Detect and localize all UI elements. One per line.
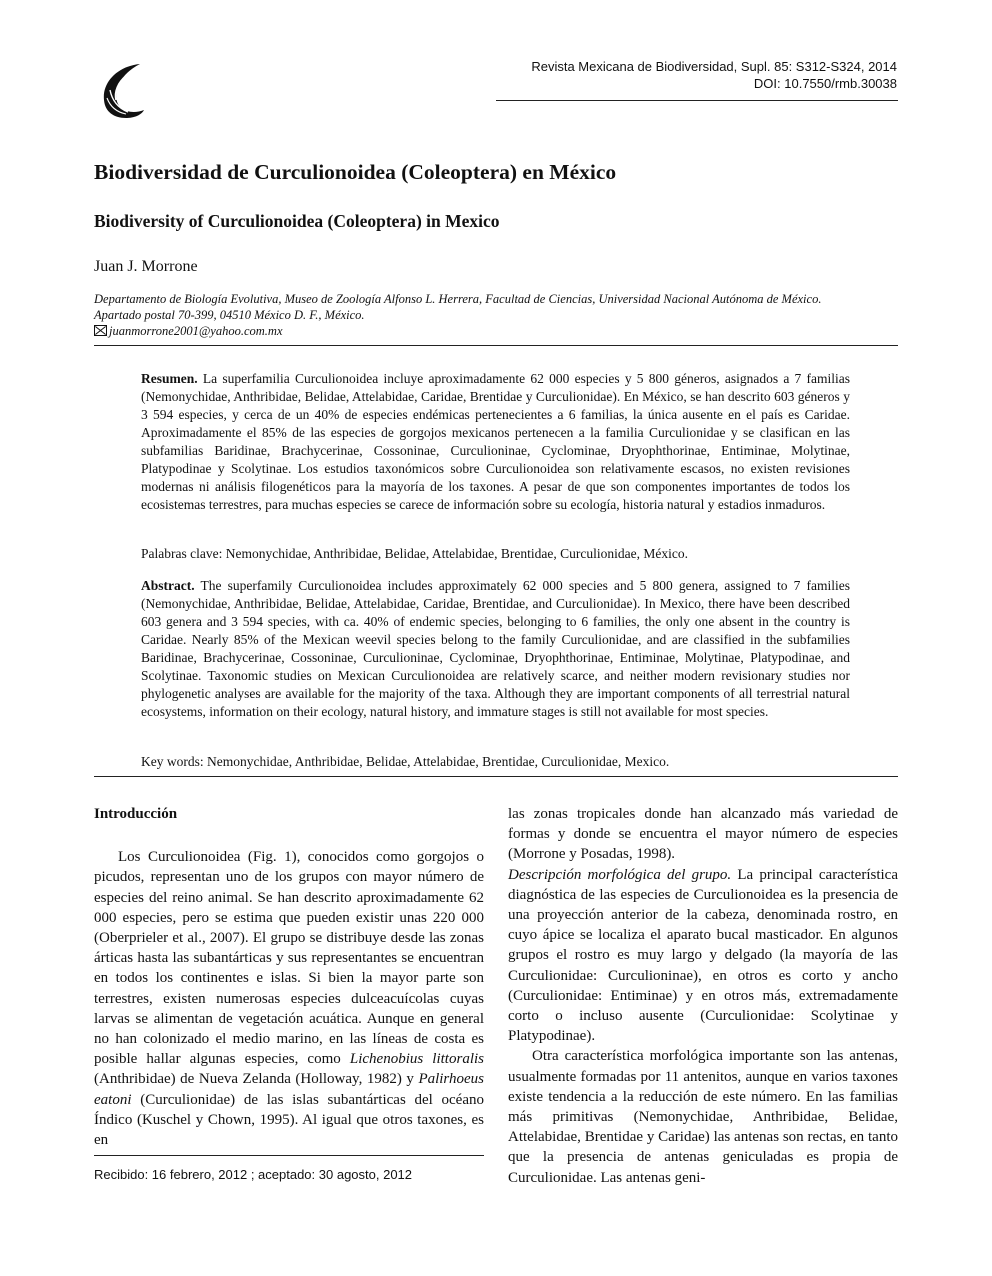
journal-citation: Revista Mexicana de Biodiversidad, Supl. 85: S312-S324, 2014	[531, 59, 897, 74]
abstract-text: The superfamily Curculionoidea includes approximately 62 000 species and 5 800 genera, assigned to 7 families (Nemonychidae, Anthribidae, Belidae, Attelabidae, Caridae, Brentidae, and Curculionidae). In Mexico, there have been described 603 genera and 3 594 species, with ca. 40% of endemic species, belonging to 6 families, the only one absent in the country is Caridae. Nearly 85% of the Mexican weevil species belong to the family Curculionidae, and are classified in the subfamilies Baridinae, Brachycerinae, Cossoninae, Curculioninae, Cyclominae, Dryophthorinae, Entiminae, Molytinae, Platypodinae, and Scolytinae. Taxonomic studies on Mexican Curculionoidea are relatively scarce, and neither modern revisionary studies nor phylogenetic analyses are available for the majority of the taxa. Although they are important components of all terrestrial natural ecosystems, information on their ecology, natural history, and immature stages is still not available for most species.	[141, 578, 850, 719]
abstract-bottom-rule	[94, 776, 898, 777]
abstract-label: Abstract.	[141, 578, 195, 593]
right-column	[508, 804, 898, 1188]
species-name-lichenobius: Lichenobius littoralis	[349, 1051, 484, 1068]
right-paragraph-1: las zonas tropicales donde han alcanzado más variedad de formas y donde se encuentra el mayor número de especies (Morrone y Posadas, 1998).	[508, 806, 898, 863]
antennae-paragraph: Otra característica morfológica importante son las antenas, usualmente formadas por 11 antenitos, aunque en varios taxones existe tendencia a la reducción de este número. En las familias más primitivas (Nemonychidae, Anthribidae, Belidae, Attelabidae, Brentidae y Caridae) las antenas son rectas, en tanto que la presencia de antenas geniculadas es propia de Curculionidae. Las antenas geni-	[508, 1048, 898, 1186]
author-name: Juan J. Morrone	[94, 258, 198, 275]
intro-paragraph-1: Los Curculionoidea (Fig. 1), conocidos como gorgojos o picudos, representan uno de los grupos con mayor número de especies del reino animal. Se han descrito aproximadamente 62 000 especies, pero se estima que pueden existir unas 220 000 (Oberprieler et al., 2007). El grupo se distribuye desde las zonas árticas hasta las subantárticas y sus representantes se encuentran en todos los continentes e islas. Si bien la mayor parte son terrestres, existen numerosas especies dulceacuícolas cuyas larvas se alimentan de vegetación acuática. Aunque en general no han colonizado el medio marino, en las líneas de costa es posible hallar algunas especies, como Lichenobius littoralis (Anthribidae) de Nueva Zelanda (Holloway, 1982) y Palirhoeus eatoni (Curculionidae) de las islas subantárticas del océano Índico (Kuschel y Chown, 1995). Al igual que otros taxones, es en	[94, 849, 484, 1149]
resumen-paragraph	[141, 370, 850, 514]
palabras-clave: Palabras clave: Nemonychidae, Anthribidae, Belidae, Attelabidae, Brentidae, Curculionidae, México.	[141, 546, 688, 561]
abstract-top-rule	[94, 345, 898, 346]
journal-doi: DOI: 10.7550/rmb.30038	[753, 76, 897, 91]
journal-header	[531, 58, 897, 92]
footnote-rule	[94, 1155, 484, 1156]
affiliation-line-1: Departamento de Biología Evolutiva, Museo de Zoología Alfonso L. Herrera, Facultad de Ciencias, Universidad Nacional Autónoma de México.	[94, 292, 822, 306]
article-title-spanish: Biodiversidad de Curculionoidea (Coleoptera) en México	[94, 160, 617, 184]
header-rule	[496, 100, 898, 101]
abstract-paragraph	[141, 577, 850, 721]
resumen-text: La superfamilia Curculionoidea incluye aproximadamente 62 000 especies y 5 800 géneros, asignados a 7 familias (Nemonychidae, Anthribidae, Belidae, Attelabidae, Caridae, Brentidae y Curculionidae). En México, se han descrito 603 géneros y 3 594 especies, y cerca de un 40% de especies endémicas pertenecientes a 6 familias, la única ausente en el país es Caridae. Aproximadamente el 85% de las especies de gorgojos mexicanos pertenecen a la familia Curculionidae y se clasifican en las subfamilias Baridinae, Brachycerinae, Cossoninae, Curculioninae, Cyclominae, Dryophthorinae, Entiminae, Molytinae, Platypodinae y Scolytinae. Los estudios taxonómicos sobre Curculionoidea son relativamente escasos, no existen revisiones modernas ni análisis filogenéticos para la mayoría de los taxones. A pesar de que son componentes importantes de todos los ecosistemas terrestres, para muchas especies se carece de información sobre su ecología, historia natural y estadios inmaduros.	[141, 371, 851, 512]
left-column	[94, 804, 484, 1150]
species-name-palirhoeus: Palirhoeus eatoni	[94, 1071, 484, 1108]
envelope-icon	[94, 325, 107, 336]
morphology-paragraph: Descripción morfológica del grupo. La principal característica diagnóstica de las especies de Curculionoidea es la presencia de una proyección anterior de la cabeza, denominada rostro, en cuyo ápice se localiza el aparato bucal masticador. En algunos grupos el rostro es muy largo y delgado (la mayoría de las Curculionidae: Curculioninae), en otros es corto y ancho (Curculionidae: Entiminae) y en otros más, extremadamente corto o incluso ausente (Curculionidae: Scolytinae y Platypodinae).	[508, 866, 898, 1045]
section-heading-introduccion: Introducción	[94, 806, 178, 822]
key-words: Key words: Nemonychidae, Anthribidae, Belidae, Attelabidae, Brentidae, Curculionidae, Mexico.	[141, 754, 670, 769]
author-email[interactable]: juanmorrone2001@yahoo.com.mx	[109, 324, 283, 338]
journal-logo-icon	[96, 60, 148, 122]
resumen-label: Resumen.	[141, 371, 198, 386]
received-dates: Recibido: 16 febrero, 2012 ; aceptado: 30 agosto, 2012	[94, 1167, 413, 1182]
affiliation-line-2: Apartado postal 70-399, 04510 México D. F., México.	[94, 308, 365, 322]
morphology-subheading: Descripción morfológica del grupo.	[508, 866, 732, 883]
author-affiliation	[94, 291, 898, 339]
article-title-english: Biodiversity of Curculionoidea (Coleoptera) in Mexico	[94, 211, 500, 231]
